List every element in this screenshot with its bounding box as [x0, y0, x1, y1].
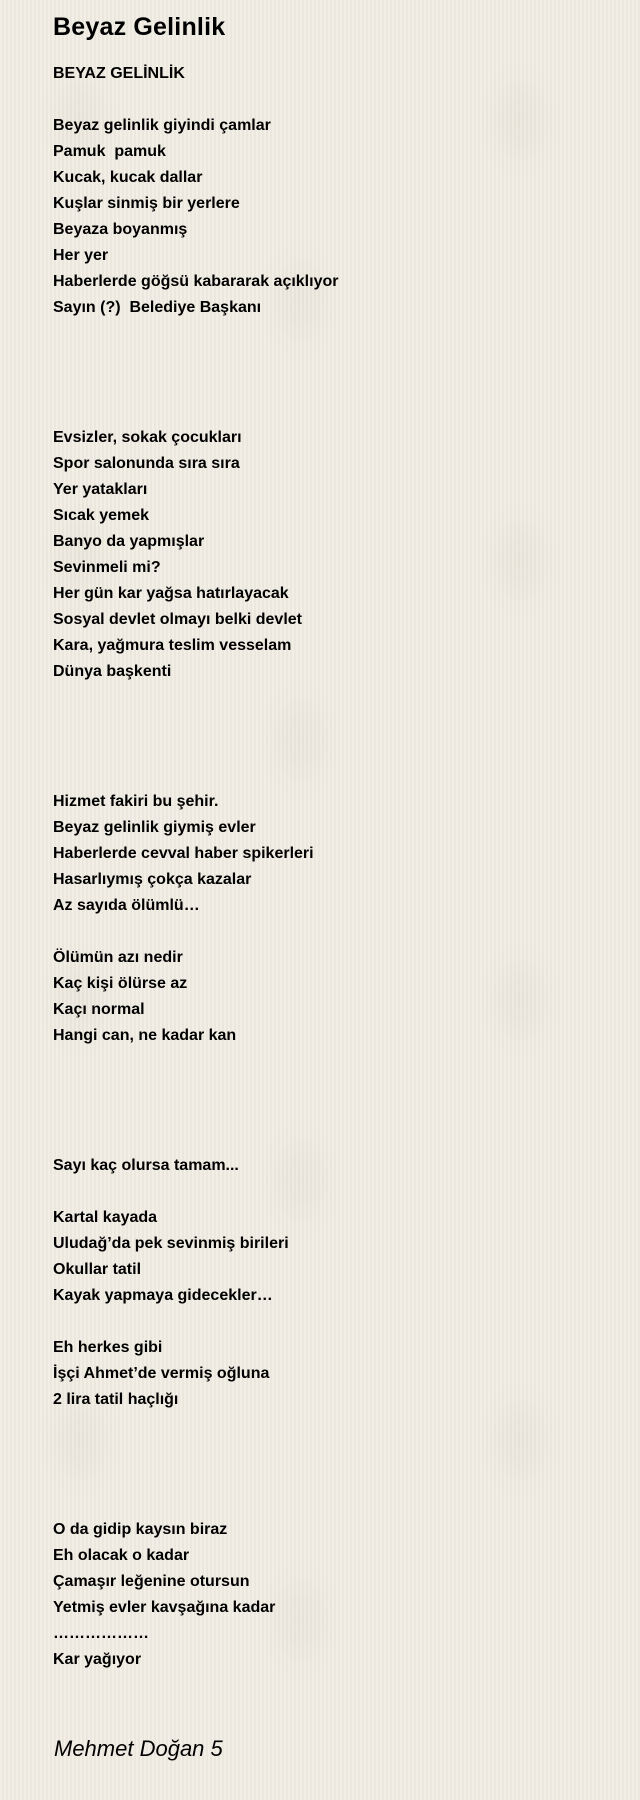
poem-blank-line: [53, 1491, 640, 1517]
poem-line: Kayak yapmaya gidecekler…: [53, 1287, 273, 1304]
poem-line: O da gidip kaysın biraz: [53, 1521, 228, 1538]
poem-blank-line: [53, 1309, 640, 1335]
poem-line: Spor salonunda sıra sıra: [53, 455, 240, 472]
poem-line: Yetmiş evler kavşağına kadar: [53, 1599, 276, 1616]
poem-line: Kucak, kucak dallar: [53, 169, 203, 186]
poem-blank-line: [53, 711, 640, 737]
poem-body: [53, 113, 640, 1673]
poem-line: Haberlerde göğsü kabararak açıklıyor: [53, 273, 339, 290]
poem-blank-line: [53, 1049, 640, 1075]
poem-title: Beyaz Gelinlik: [53, 13, 226, 41]
poem-blank-line: [53, 347, 640, 373]
poem-blank-line: [53, 321, 640, 347]
poem-heading: BEYAZ GELİNLİK: [53, 65, 185, 82]
poem-blank-line: [53, 1465, 640, 1491]
poem-line: Eh olacak o kadar: [53, 1547, 190, 1564]
poem-line: Kaç kişi ölürse az: [53, 975, 188, 992]
poem-line: Hizmet fakiri bu şehir.: [53, 793, 219, 810]
poem-line: Çamaşır leğenine otursun: [53, 1573, 250, 1590]
poem-line: Beyaz gelinlik giyindi çamlar: [53, 117, 271, 134]
poem-line: Yer yatakları: [53, 481, 148, 498]
poem-line: Kaçı normal: [53, 1001, 145, 1018]
poem-blank-line: [53, 1179, 640, 1205]
poem-line: Uludağ’da pek sevinmiş birileri: [53, 1235, 289, 1252]
poem-blank-line: [53, 1439, 640, 1465]
poem-line: Hangi can, ne kadar kan: [53, 1027, 237, 1044]
poem-line: Dünya başkenti: [53, 663, 172, 680]
poem-line: Kara, yağmura teslim vesselam: [53, 637, 292, 654]
poem-blank-line: [53, 399, 640, 425]
poem-line: Beyaza boyanmış: [53, 221, 188, 238]
poem-blank-line: [53, 685, 640, 711]
poem-blank-line: [53, 1413, 640, 1439]
poem-line: Her yer: [53, 247, 109, 264]
poem-line: Sıcak yemek: [53, 507, 150, 524]
poem-line: Her gün kar yağsa hatırlayacak: [53, 585, 289, 602]
poem-line: Eh herkes gibi: [53, 1339, 163, 1356]
poem-blank-line: [53, 1127, 640, 1153]
poem-line: Sayın (?) Belediye Başkanı: [53, 299, 262, 316]
poem-blank-line: [53, 1075, 640, 1101]
author-link[interactable]: Mehmet Doğan 5: [54, 1736, 223, 1761]
poem-line: Kuşlar sinmiş bir yerlere: [53, 195, 240, 212]
poem-line: Pamuk pamuk: [53, 143, 166, 160]
poem-line: Evsizler, sokak çocukları: [53, 429, 242, 446]
poem-line: Banyo da yapmışlar: [53, 533, 205, 550]
poem-line: Hasarlıymış çokça kazalar: [53, 871, 252, 888]
poem-line: Az sayıda ölümlü…: [53, 897, 200, 914]
poem-line: Sosyal devlet olmayı belki devlet: [53, 611, 302, 628]
poem-line: Ölümün azı nedir: [53, 949, 183, 966]
poem-line: İşçi Ahmet’de vermiş oğluna: [53, 1365, 270, 1382]
poem-blank-line: [53, 737, 640, 763]
poem-line: ………………: [53, 1625, 149, 1642]
poem-blank-line: [53, 373, 640, 399]
poem-line: Sevinmeli mi?: [53, 559, 161, 576]
poem-line: 2 lira tatil haçlığı: [53, 1391, 179, 1408]
poem-line: Kartal kayada: [53, 1209, 158, 1226]
poem-blank-line: [53, 919, 640, 945]
poem-line: Beyaz gelinlik giymiş evler: [53, 819, 256, 836]
poem-line: Okullar tatil: [53, 1261, 142, 1278]
poem-blank-line: [53, 1101, 640, 1127]
poem-line: Sayı kaç olursa tamam...: [53, 1157, 239, 1174]
poem-blank-line: [53, 763, 640, 789]
poem-line: Haberlerde cevval haber spikerleri: [53, 845, 314, 862]
poem-line: Kar yağıyor: [53, 1651, 142, 1668]
